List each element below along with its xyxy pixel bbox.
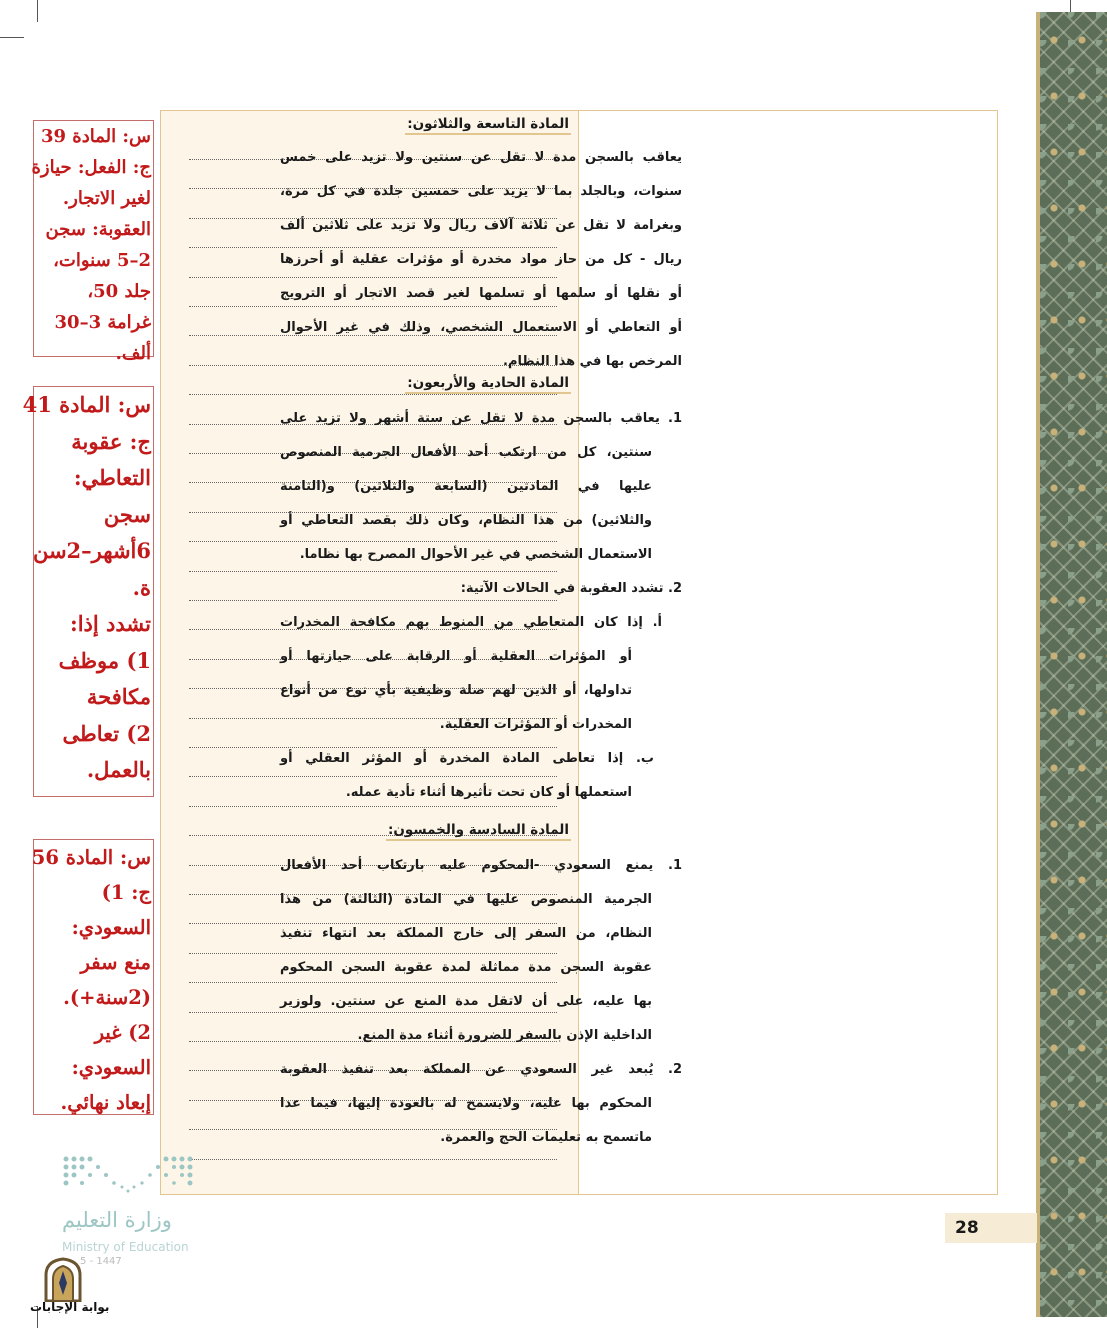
note-line: غرامة 3–30 (54, 312, 151, 333)
answer-line (189, 1159, 557, 1160)
article-line: ب. إذا تعاطى المادة المخدرة أو المؤثر العقلي أو (280, 751, 654, 766)
site-name: بوابة الإجابات (30, 1300, 110, 1314)
article-text (280, 402, 682, 810)
article-heading: المادة التاسعة والثلاثون: (405, 116, 571, 135)
article-line: أو التعاطي أو الاستعمال الشخصي، وذلك في غير الأحوال (280, 320, 682, 335)
note-line: (2سنة+). (63, 986, 151, 1009)
note-line: ج: عقوبة (71, 428, 151, 454)
note-line: 2) تعاطى (62, 720, 151, 746)
article-line: المرخص بها في هذا النظام. (503, 354, 682, 369)
article-line: ريال - كل من حاز مواد مخدرة أو مؤثرات عقلية أو أحرزها (280, 252, 682, 267)
article-text (280, 141, 682, 379)
ministry-name-ar: وزارة التعليم (62, 1208, 172, 1232)
answer-note (33, 839, 154, 1115)
site-logo-icon (38, 1257, 88, 1302)
article-line: والثلاثين) من هذا النظام، وكان ذلك بقصد التعاطي أو (280, 513, 652, 528)
note-line: التعاطي: (73, 465, 151, 490)
note-line: س: المادة 41 (22, 392, 151, 417)
answer-note (22, 386, 154, 797)
article-heading: المادة السادسة والخمسون: (386, 822, 571, 841)
article-line: النظام، من السفر إلى خارج المملكة بعد انتهاء تنفيذ (280, 926, 652, 941)
note-line: مكافحة (86, 684, 151, 709)
crop-mark (37, 0, 38, 22)
article-line: 1. يمنع السعودي -المحكوم عليه بارتكاب أحد الأفعال (280, 858, 682, 873)
ministry-name-en: Ministry of Education (62, 1240, 189, 1254)
note-line: ألف. (115, 343, 151, 364)
article-line: 2. يُبعد غير السعودي عن المملكة بعد تنفيذ العقوبة (280, 1062, 682, 1077)
note-line: س: المادة 56 (31, 846, 151, 869)
article-line: عليها في المادتين (السابعة والثلاثين) و(الثامنة (280, 479, 652, 494)
note-line: ج: الفعل: حيازة (31, 157, 151, 178)
ministry-year: 5 - 1447 (80, 1256, 122, 1267)
article-line: أ. إذا كان المتعاطي من المنوط بهم مكافحة المخدرات (280, 615, 662, 630)
note-line: 1) موظف (58, 647, 151, 673)
article-line: الجرمية المنصوص عليها في المادة (الثالثة) من هذا (280, 892, 652, 907)
answer-note (31, 120, 154, 364)
note-line: سجن (103, 501, 151, 527)
note-line: السعودي: (71, 916, 151, 939)
note-line: بالعمل. (86, 757, 151, 782)
note-line: ج: 1) (101, 881, 151, 904)
note-line: 2) غير (94, 1021, 151, 1044)
article-line: الاستعمال الشخصي في غير الأحوال المصرح بها نظاما. (299, 547, 652, 562)
article-line: 2. تشدد العقوبة في الحالات الآتية: (460, 581, 682, 596)
note-line: 2–5 سنوات، (53, 250, 151, 271)
note-line: لغير الاتجار. (62, 188, 151, 209)
note-line: 6أشهر–2سن (32, 538, 151, 563)
note-line: العقوبة: سجن (45, 219, 151, 240)
article-line: سنوات، وبالجلد بما لا يزيد على خمسين جلدة في كل مرة، (280, 184, 682, 199)
article-line: يعاقب بالسجن مدة لا تقل عن سنتين ولا تزيد على خمس (280, 150, 682, 165)
note-line: تشدد إذا: (69, 611, 151, 636)
article-line: بها عليه، على أن لاتقل مدة المنع عن سنتين. ولوزير (280, 994, 652, 1009)
note-line: س: المادة 39 (40, 126, 151, 147)
note-line: السعودي: (71, 1056, 151, 1079)
decorative-band (1040, 12, 1107, 1317)
article-heading: المادة الحادية والأربعون: (405, 375, 571, 394)
article-line: عقوبة السجن مدة مماثلة لمدة عقوبة السجن المحكوم (280, 960, 652, 975)
article-line: استعملها أو كان تحت تأثيرها أثناء تأدية عمله. (345, 785, 632, 800)
note-line: منع سفر (80, 951, 151, 974)
crop-mark (0, 37, 24, 38)
note-line: جلد 50، (87, 281, 151, 302)
note-line: إبعاد نهائي. (60, 1091, 151, 1114)
article-line: الداخلية الإذن بالسفر للضرورة أثناء مدة المنع. (357, 1028, 652, 1043)
page-number: 28 (945, 1213, 1037, 1243)
article-line: ماتسمح به تعليمات الحج والعمرة. (440, 1130, 652, 1145)
article-line: المخدرات أو المؤثرات العقلية. (439, 717, 632, 732)
article-text (280, 849, 682, 1155)
article-line: المحكوم بها عليه، ولايسمح له بالعودة إليها، فيما عدا (280, 1096, 652, 1111)
article-line: تداولها، أو الذين لهم صلة وظيفية بأي نوع من أنواع (280, 683, 632, 698)
article-line: سنتين، كل من ارتكب أحد الأفعال الجرمية المنصوص (280, 445, 652, 460)
answer-line (189, 394, 557, 395)
article-line: وبغرامة لا تقل عن ثلاثة آلاف ريال ولا تزيد على ثلاثين ألف (280, 218, 682, 233)
article-line: أو المؤثرات العقلية أو الرقابة على حيازتها أو (280, 649, 632, 664)
note-line: ة. (132, 574, 151, 600)
article-line: 1. يعاقب بالسجن مدة لا تقل عن ستة أشهر ولا تزيد على (280, 411, 682, 426)
article-line: أو نقلها أو سلمها أو تسلمها لغير قصد الاتجار أو الترويج (280, 286, 682, 301)
ministry-logo-icon (62, 1155, 197, 1195)
